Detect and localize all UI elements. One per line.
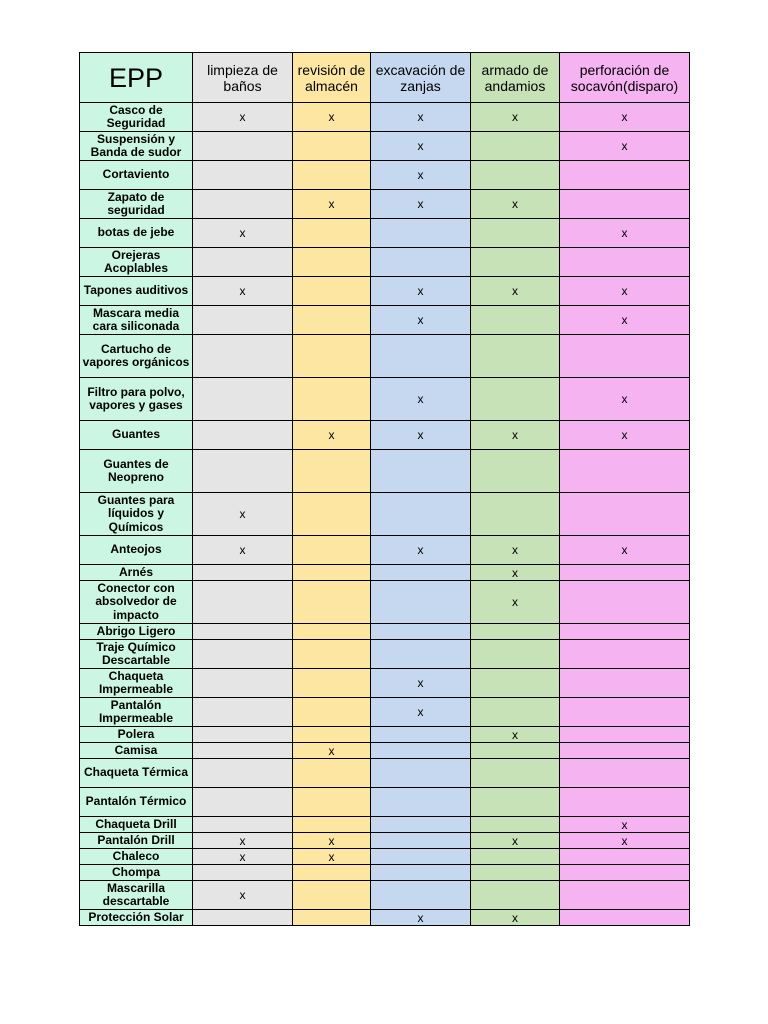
mark-cell bbox=[293, 624, 371, 640]
mark-cell: x bbox=[193, 536, 293, 565]
mark-cell bbox=[560, 788, 690, 817]
epp-item-label: Anteojos bbox=[80, 536, 193, 565]
mark-cell bbox=[293, 536, 371, 565]
table-row bbox=[80, 103, 690, 132]
column-header-limpieza-banos: limpieza de baños bbox=[193, 53, 293, 103]
table-row bbox=[80, 536, 690, 565]
mark-cell bbox=[193, 335, 293, 378]
mark-cell bbox=[293, 788, 371, 817]
epp-item-label: Chaqueta Impermeable bbox=[80, 669, 193, 698]
mark-cell bbox=[293, 132, 371, 161]
table-row bbox=[80, 581, 690, 624]
mark-cell bbox=[293, 698, 371, 727]
mark-cell bbox=[293, 881, 371, 910]
table-row bbox=[80, 248, 690, 277]
table-row bbox=[80, 669, 690, 698]
mark-cell bbox=[293, 727, 371, 743]
mark-cell bbox=[293, 378, 371, 421]
mark-cell bbox=[371, 865, 471, 881]
mark-cell bbox=[193, 306, 293, 335]
epp-item-label: Tapones auditivos bbox=[80, 277, 193, 306]
epp-item-label: Conector con absolvedor de impacto bbox=[80, 581, 193, 624]
mark-cell bbox=[293, 910, 371, 926]
mark-cell bbox=[471, 669, 560, 698]
mark-cell bbox=[193, 788, 293, 817]
mark-cell bbox=[371, 581, 471, 624]
mark-cell bbox=[193, 132, 293, 161]
mark-cell bbox=[193, 450, 293, 493]
mark-cell bbox=[560, 743, 690, 759]
epp-item-label: Chompa bbox=[80, 865, 193, 881]
mark-cell: x bbox=[471, 421, 560, 450]
mark-cell: x bbox=[471, 277, 560, 306]
mark-cell bbox=[293, 335, 371, 378]
mark-cell bbox=[193, 727, 293, 743]
mark-cell bbox=[471, 161, 560, 190]
mark-cell bbox=[193, 248, 293, 277]
mark-cell bbox=[471, 849, 560, 865]
epp-item-label: Cartucho de vapores orgánicos bbox=[80, 335, 193, 378]
column-header-armado-andamios: armado de andamios bbox=[471, 53, 560, 103]
mark-cell bbox=[371, 727, 471, 743]
table-row bbox=[80, 378, 690, 421]
epp-item-label: Guantes bbox=[80, 421, 193, 450]
mark-cell: x bbox=[193, 849, 293, 865]
mark-cell bbox=[471, 817, 560, 833]
mark-cell bbox=[371, 759, 471, 788]
mark-cell bbox=[371, 833, 471, 849]
column-header-excavacion-zanjas: excavación de zanjas bbox=[371, 53, 471, 103]
table-row bbox=[80, 565, 690, 581]
table-row bbox=[80, 727, 690, 743]
mark-cell bbox=[471, 132, 560, 161]
table-row bbox=[80, 881, 690, 910]
mark-cell: x bbox=[371, 698, 471, 727]
mark-cell bbox=[293, 277, 371, 306]
mark-cell: x bbox=[293, 743, 371, 759]
mark-cell bbox=[560, 727, 690, 743]
mark-cell bbox=[193, 910, 293, 926]
epp-item-label: Guantes para líquidos y Químicos bbox=[80, 493, 193, 536]
mark-cell bbox=[371, 788, 471, 817]
mark-cell: x bbox=[371, 132, 471, 161]
mark-cell bbox=[471, 248, 560, 277]
mark-cell: x bbox=[560, 536, 690, 565]
mark-cell: x bbox=[371, 669, 471, 698]
mark-cell bbox=[560, 161, 690, 190]
mark-cell: x bbox=[560, 421, 690, 450]
mark-cell bbox=[293, 669, 371, 698]
mark-cell bbox=[371, 450, 471, 493]
mark-cell bbox=[293, 493, 371, 536]
mark-cell bbox=[471, 865, 560, 881]
mark-cell bbox=[471, 743, 560, 759]
mark-cell: x bbox=[560, 132, 690, 161]
mark-cell bbox=[193, 759, 293, 788]
mark-cell bbox=[371, 335, 471, 378]
mark-cell bbox=[371, 248, 471, 277]
table-row bbox=[80, 788, 690, 817]
mark-cell: x bbox=[193, 103, 293, 132]
mark-cell bbox=[293, 759, 371, 788]
mark-cell bbox=[193, 161, 293, 190]
epp-item-label: Pantalón Térmico bbox=[80, 788, 193, 817]
mark-cell bbox=[560, 190, 690, 219]
mark-cell: x bbox=[471, 103, 560, 132]
mark-cell bbox=[560, 640, 690, 669]
mark-cell: x bbox=[560, 378, 690, 421]
epp-item-label: Mascara media cara siliconada bbox=[80, 306, 193, 335]
mark-cell: x bbox=[193, 833, 293, 849]
mark-cell bbox=[371, 640, 471, 669]
table-row bbox=[80, 421, 690, 450]
table-row bbox=[80, 306, 690, 335]
mark-cell bbox=[560, 450, 690, 493]
mark-cell: x bbox=[371, 378, 471, 421]
epp-item-label: Chaqueta Drill bbox=[80, 817, 193, 833]
mark-cell bbox=[471, 640, 560, 669]
mark-cell bbox=[471, 378, 560, 421]
mark-cell: x bbox=[293, 421, 371, 450]
mark-cell bbox=[371, 817, 471, 833]
table-row bbox=[80, 817, 690, 833]
mark-cell: x bbox=[560, 306, 690, 335]
table-row bbox=[80, 833, 690, 849]
mark-cell bbox=[471, 219, 560, 248]
mark-cell bbox=[560, 565, 690, 581]
mark-cell: x bbox=[193, 881, 293, 910]
epp-item-label: botas de jebe bbox=[80, 219, 193, 248]
mark-cell bbox=[293, 865, 371, 881]
epp-item-label: Pantalón Impermeable bbox=[80, 698, 193, 727]
epp-item-label: Filtro para polvo, vapores y gases bbox=[80, 378, 193, 421]
mark-cell: x bbox=[471, 190, 560, 219]
epp-item-label: Cortaviento bbox=[80, 161, 193, 190]
mark-cell bbox=[193, 640, 293, 669]
header-row bbox=[80, 53, 690, 103]
mark-cell bbox=[371, 565, 471, 581]
mark-cell bbox=[193, 190, 293, 219]
mark-cell bbox=[560, 865, 690, 881]
mark-cell bbox=[471, 306, 560, 335]
mark-cell: x bbox=[293, 833, 371, 849]
mark-cell: x bbox=[471, 565, 560, 581]
epp-item-label: Chaleco bbox=[80, 849, 193, 865]
table-row bbox=[80, 640, 690, 669]
mark-cell: x bbox=[293, 849, 371, 865]
epp-item-label: Protección Solar bbox=[80, 910, 193, 926]
mark-cell bbox=[193, 421, 293, 450]
mark-cell bbox=[371, 881, 471, 910]
column-header-perforacion-socavon: perforación de socavón(disparo) bbox=[560, 53, 690, 103]
epp-header: EPP bbox=[80, 53, 193, 103]
mark-cell: x bbox=[560, 277, 690, 306]
mark-cell bbox=[293, 306, 371, 335]
mark-cell: x bbox=[293, 103, 371, 132]
mark-cell bbox=[193, 378, 293, 421]
mark-cell bbox=[560, 910, 690, 926]
mark-cell bbox=[293, 248, 371, 277]
table-row bbox=[80, 743, 690, 759]
mark-cell bbox=[293, 565, 371, 581]
mark-cell bbox=[471, 698, 560, 727]
epp-table bbox=[79, 52, 690, 926]
table-row bbox=[80, 277, 690, 306]
epp-item-label: Pantalón Drill bbox=[80, 833, 193, 849]
mark-cell bbox=[560, 493, 690, 536]
mark-cell: x bbox=[371, 910, 471, 926]
mark-cell bbox=[471, 881, 560, 910]
mark-cell bbox=[371, 743, 471, 759]
mark-cell bbox=[560, 248, 690, 277]
epp-item-label: Casco de Seguridad bbox=[80, 103, 193, 132]
mark-cell bbox=[560, 881, 690, 910]
mark-cell: x bbox=[471, 910, 560, 926]
epp-item-label: Abrigo Ligero bbox=[80, 624, 193, 640]
mark-cell: x bbox=[371, 277, 471, 306]
mark-cell: x bbox=[471, 581, 560, 624]
table-row bbox=[80, 450, 690, 493]
epp-item-label: Chaqueta Térmica bbox=[80, 759, 193, 788]
mark-cell: x bbox=[471, 727, 560, 743]
mark-cell: x bbox=[471, 536, 560, 565]
mark-cell: x bbox=[560, 219, 690, 248]
table-row bbox=[80, 190, 690, 219]
table-row bbox=[80, 910, 690, 926]
mark-cell: x bbox=[371, 103, 471, 132]
table-row bbox=[80, 624, 690, 640]
mark-cell: x bbox=[293, 190, 371, 219]
mark-cell bbox=[371, 219, 471, 248]
mark-cell bbox=[293, 640, 371, 669]
table-row bbox=[80, 865, 690, 881]
epp-item-label: Zapato de seguridad bbox=[80, 190, 193, 219]
mark-cell bbox=[560, 624, 690, 640]
mark-cell bbox=[371, 624, 471, 640]
mark-cell bbox=[193, 581, 293, 624]
table-row bbox=[80, 335, 690, 378]
mark-cell: x bbox=[193, 219, 293, 248]
mark-cell: x bbox=[371, 421, 471, 450]
table-row bbox=[80, 161, 690, 190]
mark-cell: x bbox=[560, 103, 690, 132]
epp-item-label: Camisa bbox=[80, 743, 193, 759]
mark-cell bbox=[193, 565, 293, 581]
table-row bbox=[80, 698, 690, 727]
epp-item-label: Traje Químico Descartable bbox=[80, 640, 193, 669]
mark-cell bbox=[560, 759, 690, 788]
mark-cell bbox=[471, 788, 560, 817]
mark-cell bbox=[293, 450, 371, 493]
epp-item-label: Polera bbox=[80, 727, 193, 743]
mark-cell bbox=[193, 743, 293, 759]
epp-item-label: Orejeras Acoplables bbox=[80, 248, 193, 277]
mark-cell bbox=[560, 335, 690, 378]
epp-item-label: Suspensión y Banda de sudor bbox=[80, 132, 193, 161]
mark-cell bbox=[293, 817, 371, 833]
mark-cell: x bbox=[371, 306, 471, 335]
mark-cell bbox=[293, 581, 371, 624]
mark-cell bbox=[471, 335, 560, 378]
mark-cell: x bbox=[560, 833, 690, 849]
mark-cell bbox=[560, 581, 690, 624]
mark-cell bbox=[371, 493, 471, 536]
mark-cell bbox=[471, 624, 560, 640]
table-body bbox=[80, 103, 690, 926]
mark-cell: x bbox=[193, 493, 293, 536]
table-row bbox=[80, 132, 690, 161]
mark-cell bbox=[471, 493, 560, 536]
mark-cell: x bbox=[371, 161, 471, 190]
mark-cell bbox=[560, 669, 690, 698]
table-row bbox=[80, 759, 690, 788]
mark-cell: x bbox=[371, 536, 471, 565]
mark-cell bbox=[560, 849, 690, 865]
epp-item-label: Arnés bbox=[80, 565, 193, 581]
mark-cell bbox=[193, 865, 293, 881]
mark-cell bbox=[471, 759, 560, 788]
mark-cell: x bbox=[371, 190, 471, 219]
mark-cell bbox=[193, 669, 293, 698]
mark-cell bbox=[471, 450, 560, 493]
epp-item-label: Guantes de Neopreno bbox=[80, 450, 193, 493]
table-row bbox=[80, 219, 690, 248]
epp-item-label: Mascarilla descartable bbox=[80, 881, 193, 910]
mark-cell bbox=[293, 161, 371, 190]
mark-cell bbox=[293, 219, 371, 248]
mark-cell: x bbox=[471, 833, 560, 849]
table-row bbox=[80, 493, 690, 536]
mark-cell bbox=[193, 698, 293, 727]
mark-cell bbox=[371, 849, 471, 865]
column-header-revision-almacen: revisión de almacén bbox=[293, 53, 371, 103]
mark-cell bbox=[560, 698, 690, 727]
table-row bbox=[80, 849, 690, 865]
mark-cell: x bbox=[193, 277, 293, 306]
mark-cell bbox=[193, 624, 293, 640]
mark-cell: x bbox=[560, 817, 690, 833]
mark-cell bbox=[193, 817, 293, 833]
